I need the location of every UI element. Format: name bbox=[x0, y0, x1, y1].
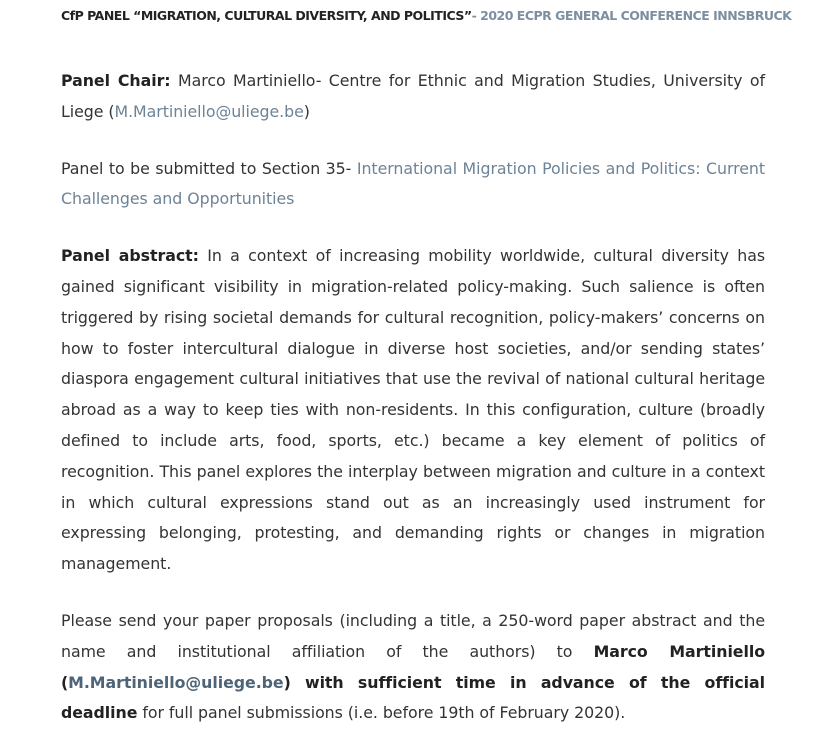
chair-email-link[interactable]: M.Martiniello@uliege.be bbox=[114, 101, 304, 121]
conference-subtitle: 2020 ECPR GENERAL CONFERENCE INNSBRUCK bbox=[480, 8, 792, 23]
deadline-emphasis: ) with sufficient time in advance of the official deadline bbox=[61, 672, 765, 723]
page-title bbox=[61, 0, 792, 26]
panel-chair-paragraph bbox=[61, 66, 765, 128]
submission-text-before: Please send your paper proposals (including a title, a 250-word paper abstract and the name and institutional affiliation of the authors) to bbox=[61, 610, 765, 661]
panel-abstract-paragraph bbox=[61, 241, 765, 580]
section-text: Panel to be submitted to Section 35- bbox=[61, 158, 357, 178]
title-text: CfP PANEL “MIGRATION, CULTURAL DIVERSITY, AND POLITICS” bbox=[61, 8, 472, 23]
article-content bbox=[61, 0, 792, 729]
panel-chair-label: Panel Chair: bbox=[61, 71, 171, 90]
title-separator: - bbox=[471, 8, 481, 23]
section-paragraph bbox=[61, 154, 765, 216]
submission-paragraph bbox=[61, 606, 765, 729]
panel-chair-close: ) bbox=[303, 101, 310, 121]
panel-chair-text: Marco Martiniello- Centre for Ethnic and Migration Studies, University of Liege ( bbox=[61, 71, 766, 121]
section-35-link[interactable]: International Migration Policies and Politics: Current Challenges and Opportunities bbox=[61, 158, 765, 209]
submission-text-after: for full panel submissions (i.e. before 19th of February 2020). bbox=[137, 703, 626, 723]
panel-abstract-label: Panel abstract: bbox=[61, 246, 199, 266]
submission-email-link[interactable]: M.Martiniello@uliege.be bbox=[68, 672, 284, 692]
contact-name: Marco Martiniello ( bbox=[61, 641, 766, 692]
panel-abstract-text: In a context of increasing mobility worldwide, cultural diversity has gained significant visibility in migration-related policy-making. Such salience is often triggered by rising societal demands for cultural recognition, policy-makers’ concerns on how to foster intercultural dialogue in diverse host societies, and/or sending states’ diaspora engagement cultural initiatives that use the revival of national cultural heritage abroad as a way to keep ties with non-residents. In this configuration, culture (broadly defined to include arts, food, sports, etc.) became a key element of politics of recognition. This panel explores the interplay between migration and culture in a context in which cultural expressions stand out as an increasingly used instrument for expressing belonging, protesting, and demanding rights or changes in migration management. bbox=[61, 246, 766, 574]
